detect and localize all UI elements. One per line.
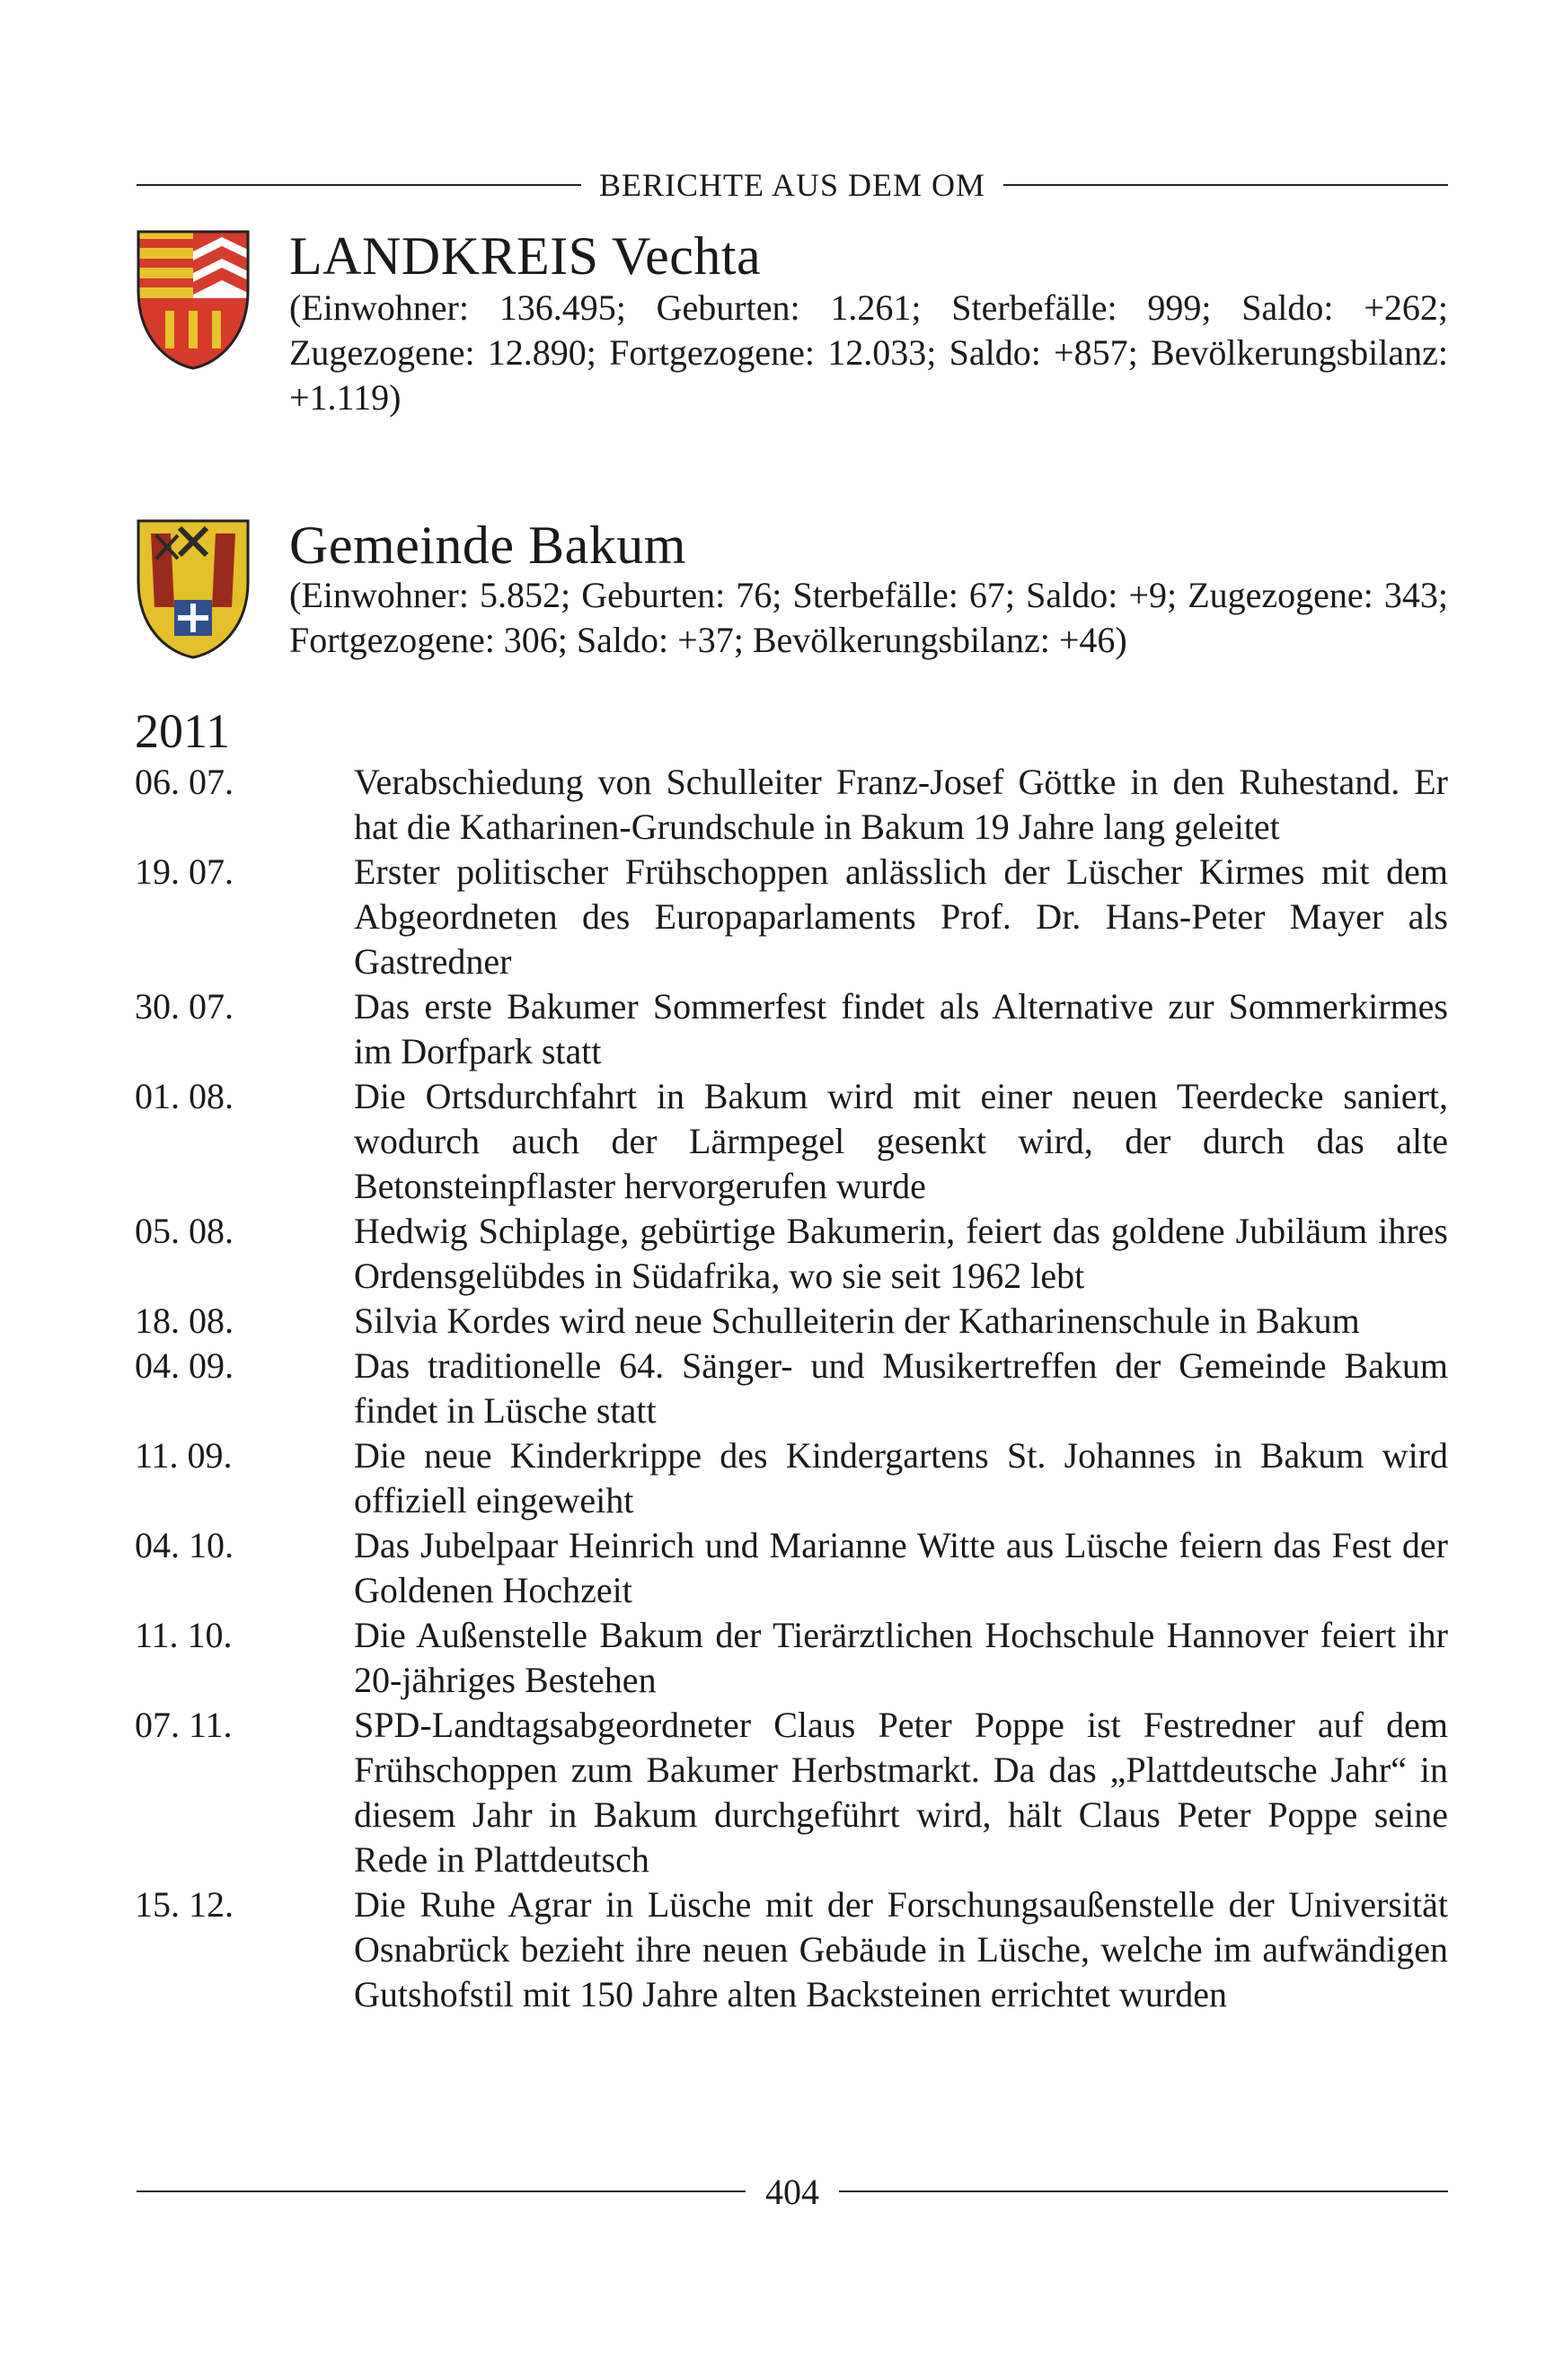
entry-date: 19. 07.: [135, 851, 234, 892]
entry-date: 15. 12.: [135, 1884, 234, 1925]
entry-text: Die Außenstelle Bakum der Tierärztlichen Hochschule Hannover feiert ihr 20-jähriges Bestehen: [354, 1615, 1448, 1700]
entry-date: 04. 09.: [135, 1345, 234, 1386]
entry-date: 18. 08.: [135, 1300, 234, 1341]
list-item: [135, 760, 1448, 850]
gemeinde-title: Gemeinde Bakum: [289, 516, 686, 575]
landkreis-title: LANDKREIS Vechta: [289, 226, 762, 286]
entry-date: 04. 10.: [135, 1525, 234, 1565]
entry-text: Erster politischer Frühschoppen anlässlich der Lüscher Kirmes mit dem Abgeordneten des Europaparlaments Prof. Dr. Hans-Peter Mayer als Gastredner: [354, 851, 1448, 982]
list-item: [135, 1344, 1448, 1433]
landkreis-stats: (Einwohner: 136.495; Geburten: 1.261; Sterbefälle: 999; Saldo: +262; Zugezogene: 12.890; Fortgezogene: 12.033; Saldo: +857; Bevölkerungsbilanz: +1.119): [289, 287, 1448, 418]
entry-text: Verabschiedung von Schulleiter Franz-Josef Göttke in den Ruhestand. Er hat die Katharinen-Grundschule in Bakum 19 Jahre lang geleitet: [354, 762, 1448, 847]
footer-rule-right: [839, 2190, 1448, 2192]
header-rule-left: [137, 184, 581, 186]
entry-date: 11. 10.: [135, 1615, 233, 1655]
entry-date: 30. 07.: [135, 986, 234, 1027]
entry-text: Hedwig Schiplage, gebürtige Bakumerin, feiert das goldene Jubiläum ihres Ordensgelübdes in Südafrika, wo sie seit 1962 lebt: [354, 1211, 1448, 1296]
running-header: [137, 167, 1448, 203]
header-rule-right: [1003, 184, 1448, 186]
gemeinde-stats: (Einwohner: 5.852; Geburten: 76; Sterbefälle: 67; Saldo: +9; Zugezogene: 343; Fortgezogene: 306; Saldo: +37; Bevölkerungsbilanz: +46): [289, 575, 1448, 660]
list-item: [135, 1433, 1448, 1523]
list-item: [135, 1209, 1448, 1299]
entry-text: Das erste Bakumer Sommerfest findet als Alternative zur Sommerkirmes im Dorfpark statt: [354, 986, 1448, 1071]
list-item: [135, 1299, 1448, 1344]
entry-date: 01. 08.: [135, 1076, 234, 1116]
list-item: [135, 1703, 1448, 1882]
entry-date: 11. 09.: [135, 1435, 233, 1476]
entry-text: Das traditionelle 64. Sänger- und Musikertreffen der Gemeinde Bakum findet in Lüsche statt: [354, 1345, 1448, 1431]
entry-text: Die Ortsdurchfahrt in Bakum wird mit einer neuen Teerdecke saniert, wodurch auch der Lärmpegel gesenkt wird, der durch das alte Betonsteinpflaster hervorgerufen wurde: [354, 1076, 1448, 1206]
list-item: [135, 1523, 1448, 1613]
year-heading: 2011: [135, 704, 230, 758]
entry-date: 07. 11.: [135, 1705, 233, 1745]
footer-rule-left: [137, 2190, 746, 2192]
entry-text: Die neue Kinderkrippe des Kindergartens St. Johannes in Bakum wird offiziell eingeweiht: [354, 1435, 1448, 1521]
list-item: [135, 984, 1448, 1074]
chronicle-list: [135, 760, 1448, 2017]
entry-text: SPD-Landtagsabgeordneter Claus Peter Poppe ist Festredner auf dem Frühschoppen zum Bakumer Herbstmarkt. Da das „Plattdeutsche Jahr“ in diesem Jahr in Bakum durchgeführt wird, hält Claus Peter Poppe seine Rede in Plattdeutsch: [354, 1705, 1448, 1880]
list-item: [135, 850, 1448, 984]
page-number: 404: [765, 2171, 819, 2212]
list-item: [135, 1613, 1448, 1703]
entry-text: Die Ruhe Agrar in Lüsche mit der Forschungsaußenstelle der Universität Osnabrück bezieht ihre neuen Gebäude in Lüsche, welche im aufwändigen Gutshofstil mit 150 Jahre alten Backsteinen errichtet wurden: [354, 1884, 1448, 2014]
entry-date: 06. 07.: [135, 762, 234, 802]
bakum-coat-of-arms-icon: [135, 517, 252, 661]
vechta-coat-of-arms-icon: [135, 228, 252, 372]
page-footer: [137, 2170, 1448, 2213]
entry-text: Das Jubelpaar Heinrich und Marianne Witte aus Lüsche feiern das Fest der Goldenen Hochzeit: [354, 1525, 1448, 1610]
entry-date: 05. 08.: [135, 1211, 234, 1251]
list-item: [135, 1074, 1448, 1209]
entry-text: Silvia Kordes wird neue Schulleiterin der Katharinenschule in Bakum: [354, 1300, 1360, 1341]
running-header-title: BERICHTE AUS DEM OM: [598, 167, 986, 203]
list-item: [135, 1882, 1448, 2017]
